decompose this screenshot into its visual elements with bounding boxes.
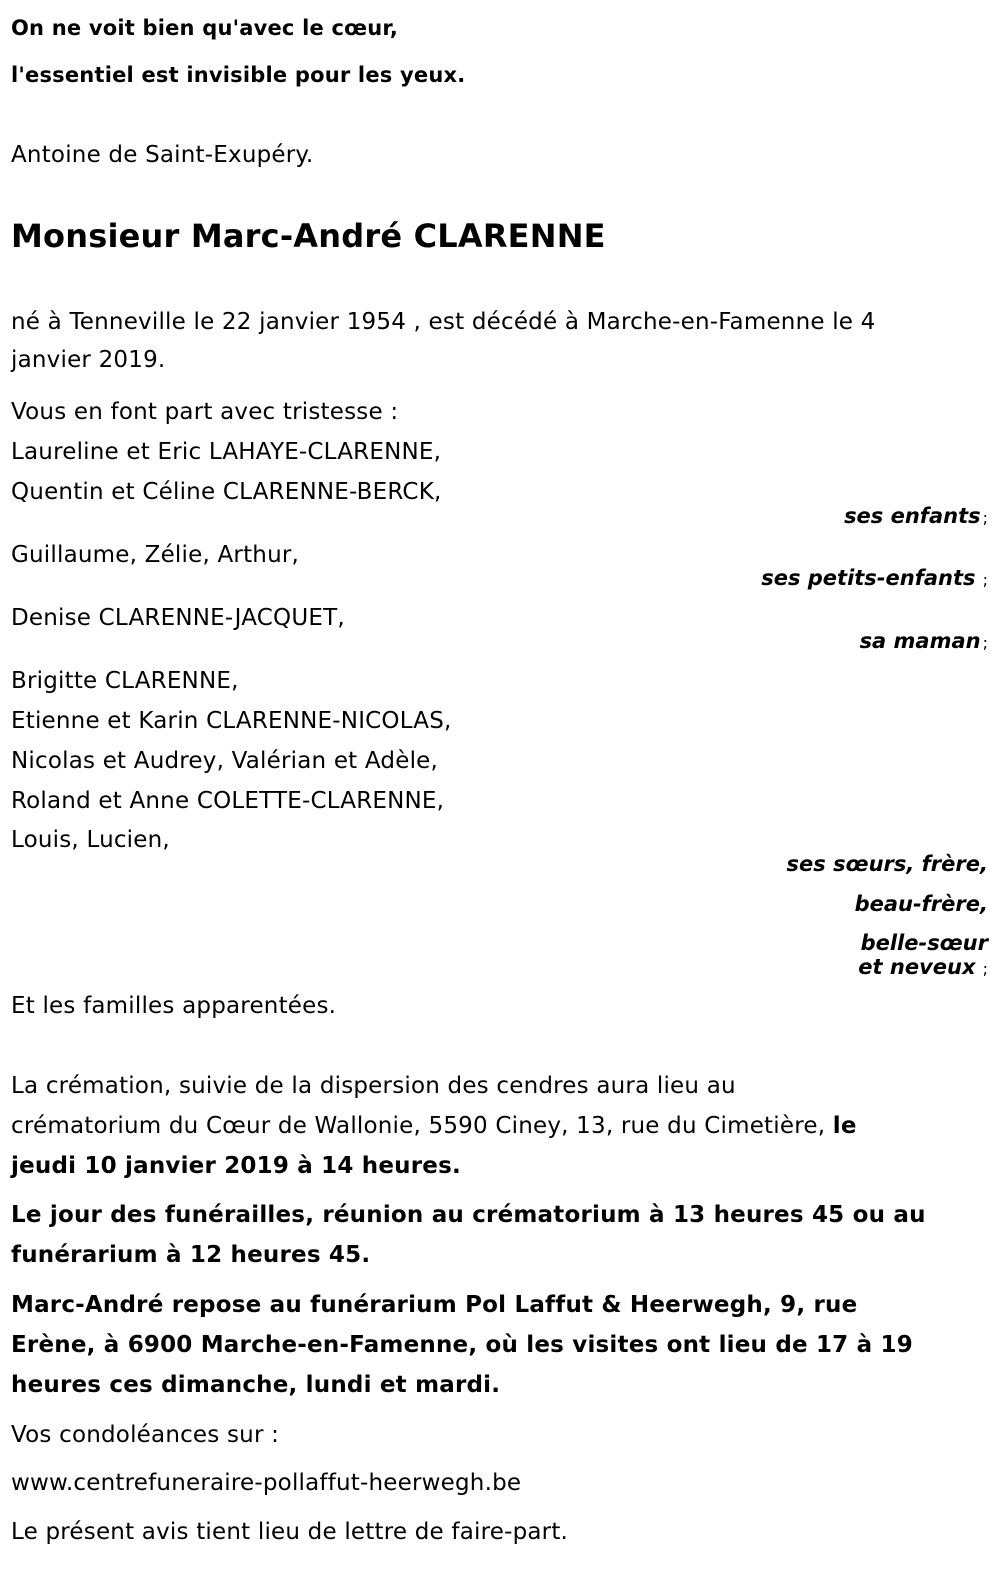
family-name: Roland et Anne COLETTE-CLARENNE, <box>11 788 445 814</box>
quote-author: Antoine de Saint-Exupéry. <box>11 142 314 168</box>
relation-label-grandchildren <box>761 566 988 592</box>
family-name: Quentin et Céline CLARENNE-BERCK, <box>11 479 442 505</box>
meeting-line-1: Le jour des funérailles, réunion au crématorium à 13 heures 45 ou au <box>11 1202 926 1228</box>
family-name: Laureline et Eric LAHAYE-CLARENNE, <box>11 439 442 465</box>
footer-text: Le présent avis tient lieu de lettre de faire-part. <box>11 1519 569 1545</box>
birth-line-2: janvier 2019. <box>11 347 166 373</box>
condolences-label: Vos condoléances sur : <box>11 1422 280 1448</box>
semicolon: ; <box>977 570 988 589</box>
family-name: Louis, Lucien, <box>11 827 170 853</box>
rest-line-3: heures ces dimanche, lundi et mardi. <box>11 1372 501 1398</box>
ceremony-line-1: La crémation, suivie de la dispersion des cendres aura lieu au <box>11 1073 736 1099</box>
family-name: Nicolas et Audrey, Valérian et Adèle, <box>11 748 439 774</box>
ceremony-text: crématorium du Cœur de Wallonie, 5590 Ciney, 13, rue du Cimetière, <box>11 1113 826 1139</box>
family-name: Etienne et Karin CLARENNE-NICOLAS, <box>11 708 452 734</box>
ceremony-line-2 <box>11 1111 857 1141</box>
relation-text: et neveux <box>858 955 976 979</box>
relation-label-siblings: ses sœurs, frère, <box>786 852 988 876</box>
relation-label-nephews <box>858 955 988 981</box>
relation-text: ses petits-enfants <box>761 566 976 590</box>
condolences-link[interactable]: www.centrefuneraire-pollaffut-heerwegh.be <box>11 1470 522 1496</box>
relatives-text: Et les familles apparentées. <box>11 993 337 1019</box>
page-title: Monsieur Marc-André CLARENNE <box>11 217 606 255</box>
relation-label-mother <box>860 629 988 655</box>
quote-line-2: l'essentiel est invisible pour les yeux. <box>11 63 466 87</box>
meeting-line-2: funérarium à 12 heures 45. <box>11 1242 371 1268</box>
semicolon: ; <box>977 959 988 978</box>
relation-label-children <box>844 504 988 530</box>
semicolon: ; <box>982 633 988 652</box>
ceremony-bold-text: le <box>832 1113 857 1139</box>
ceremony-date: jeudi 10 janvier 2019 à 14 heures. <box>11 1153 461 1179</box>
semicolon: ; <box>982 508 988 527</box>
family-name: Brigitte CLARENNE, <box>11 668 239 694</box>
relation-text: sa maman <box>859 629 981 653</box>
announce-text: Vous en font part avec tristesse : <box>11 399 399 425</box>
relation-text: ses enfants <box>844 504 981 528</box>
family-name: Guillaume, Zélie, Arthur, <box>11 542 300 568</box>
relation-label-brother-in-law: beau-frère, <box>854 892 988 916</box>
quote-line-1: On ne voit bien qu'avec le cœur, <box>11 16 399 40</box>
relation-label-sister-in-law: belle-sœur <box>860 931 988 955</box>
rest-line-1: Marc-André repose au funérarium Pol Laffut & Heerwegh, 9, rue <box>11 1292 858 1318</box>
birth-line-1: né à Tenneville le 22 janvier 1954 , est décédé à Marche-en-Famenne le 4 <box>11 309 876 335</box>
family-name: Denise CLARENNE-JACQUET, <box>11 605 345 631</box>
rest-line-2: Erène, à 6900 Marche-en-Famenne, où les visites ont lieu de 17 à 19 <box>11 1332 913 1358</box>
